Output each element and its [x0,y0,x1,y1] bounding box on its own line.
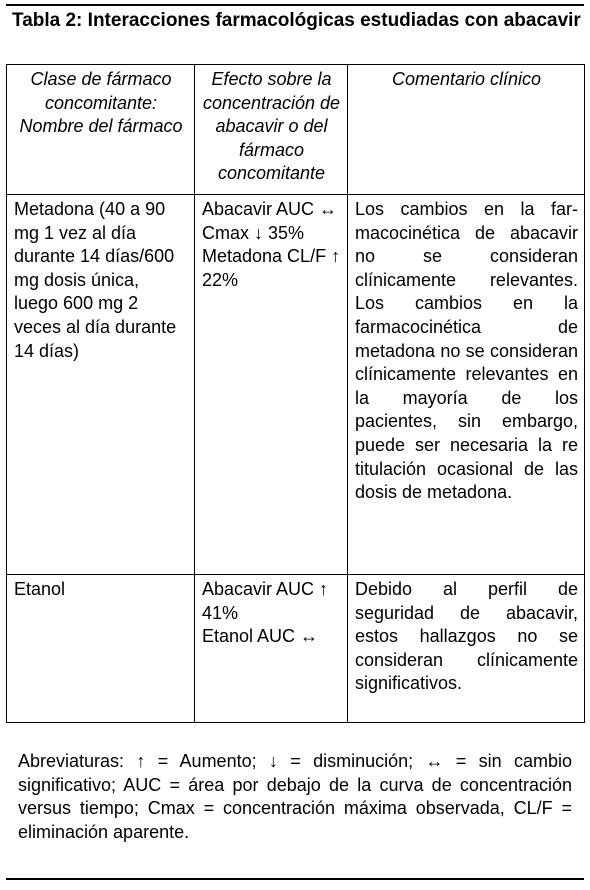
cell-drug: Etanol [7,575,195,723]
effect-line: Etanol AUC ↔ [202,626,319,647]
table-row [7,195,585,575]
effect-line: Abacavir AUC ↑ 41% [202,579,329,623]
cell-drug: Metadona (40 a 90 mg 1 vez al día durante 14 días/600 mg dosis única, luego 600 mg 2 veces al día durante 14 días) [7,195,195,575]
cell-comment: Debido al perfil de seguridad de abacavir, estos hallazgos no se consideran clínicamente significativos. [348,575,585,723]
header-drug-class: Clase de fármaco concomitante: Nombre del fármaco [7,65,195,195]
cell-comment: Los cambios en la farmacocinética de abacavir no se consideran clínicamente relevantes. Los cambios en la farmacocinética de metadona no se consideran clínicamente relevantes en la mayoría de los pacientes, sin embargo, puede ser necesaria la re titulación ocasional de las dosis de metadona. [348,195,585,575]
header-effect: Efecto sobre la concentración de abacavir o del fármaco concomitante [195,65,348,195]
interactions-table [6,64,585,723]
abbreviations-footnote: Abreviaturas: ↑ = Aumento; ↓ = disminución; ↔ = sin cambio significativo; AUC = área por debajo de la curva de concentración versus tiempo; Cmax = concentración máxima observada, CL/F = eliminación aparente. [6,744,584,880]
table-title: Tabla 2: Interacciones farmacológicas estudiadas con abacavir [12,10,581,31]
effect-line: Metadona CL/F ↑ 22% [202,246,341,290]
table-header-row [7,65,585,195]
cell-effect [195,195,348,575]
header-comment: Comentario clínico [348,65,585,195]
effect-line: Abacavir AUC ↔ [202,199,338,219]
cell-effect [195,575,348,723]
title-block [6,4,584,32]
effect-line: Cmax ↓ 35% [202,222,305,243]
table-row [7,575,585,723]
